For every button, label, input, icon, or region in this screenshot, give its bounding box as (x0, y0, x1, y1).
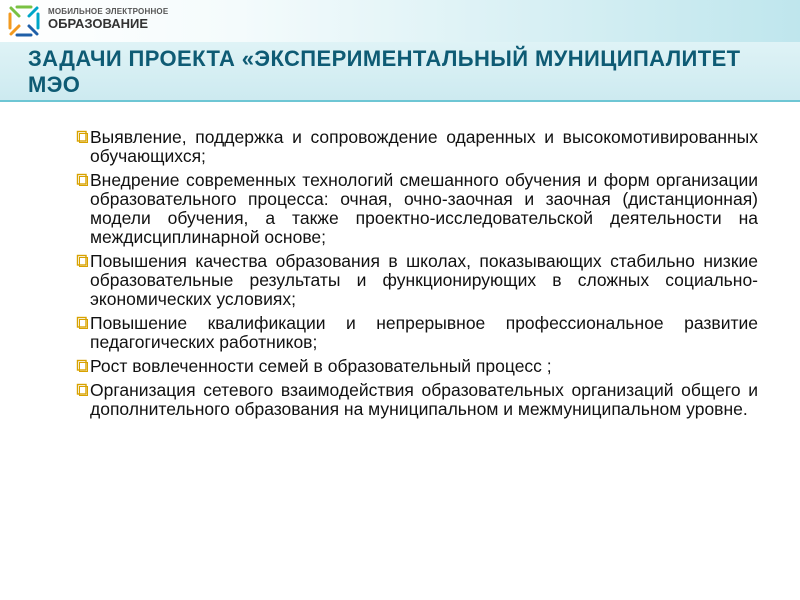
checkbox-bullet-icon (76, 359, 88, 372)
mobile-education-logo (6, 3, 42, 39)
checkbox-bullet-icon (76, 383, 88, 396)
list-item (76, 128, 758, 166)
brand-title: ОБРАЗОВАНИЕ (48, 16, 148, 31)
list-item-text: Выявление, поддержка и сопровождение одаренных и высокомотивированных обучающихся; (90, 127, 758, 166)
brand-subtitle: МОБИЛЬНОЕ ЭЛЕКТРОННОЕ (48, 7, 169, 16)
checkbox-bullet-icon (76, 130, 88, 143)
list-item (76, 357, 758, 376)
list-item (76, 171, 758, 247)
list-item-text: Рост вовлеченности семей в образовательный процесс ; (90, 356, 552, 376)
checkbox-bullet-icon (76, 173, 88, 186)
list-item (76, 314, 758, 352)
checkbox-bullet-icon (76, 254, 88, 267)
page-title: ЗАДАЧИ ПРОЕКТА «ЭКСПЕРИМЕНТАЛЬНЫЙ МУНИЦИПАЛИТЕТ МЭО (28, 46, 741, 97)
list-item-text: Организация сетевого взаимодействия образовательных организаций общего и дополнительного образования на муниципальном и межмуниципальном уровне. (90, 380, 758, 419)
list-item (76, 381, 758, 419)
list-item-text: Повышение квалификации и непрерывное профессиональное развитие педагогических работников; (90, 313, 758, 352)
list-item (76, 252, 758, 309)
checkbox-bullet-icon (76, 316, 88, 329)
list-item-text: Повышения качества образования в школах, показывающих стабильно низкие образовательные результаты и функционирующих в сложных социально-экономических условиях; (90, 251, 758, 309)
task-list (76, 128, 758, 424)
list-item-text: Внедрение современных технологий смешанного обучения и форм организации образовательного процесса: очная, очно-заочная и заочная (дистанционная) модели обучения, а также проектно-исследовательской деятельности на междисциплинарной основе; (90, 170, 758, 247)
